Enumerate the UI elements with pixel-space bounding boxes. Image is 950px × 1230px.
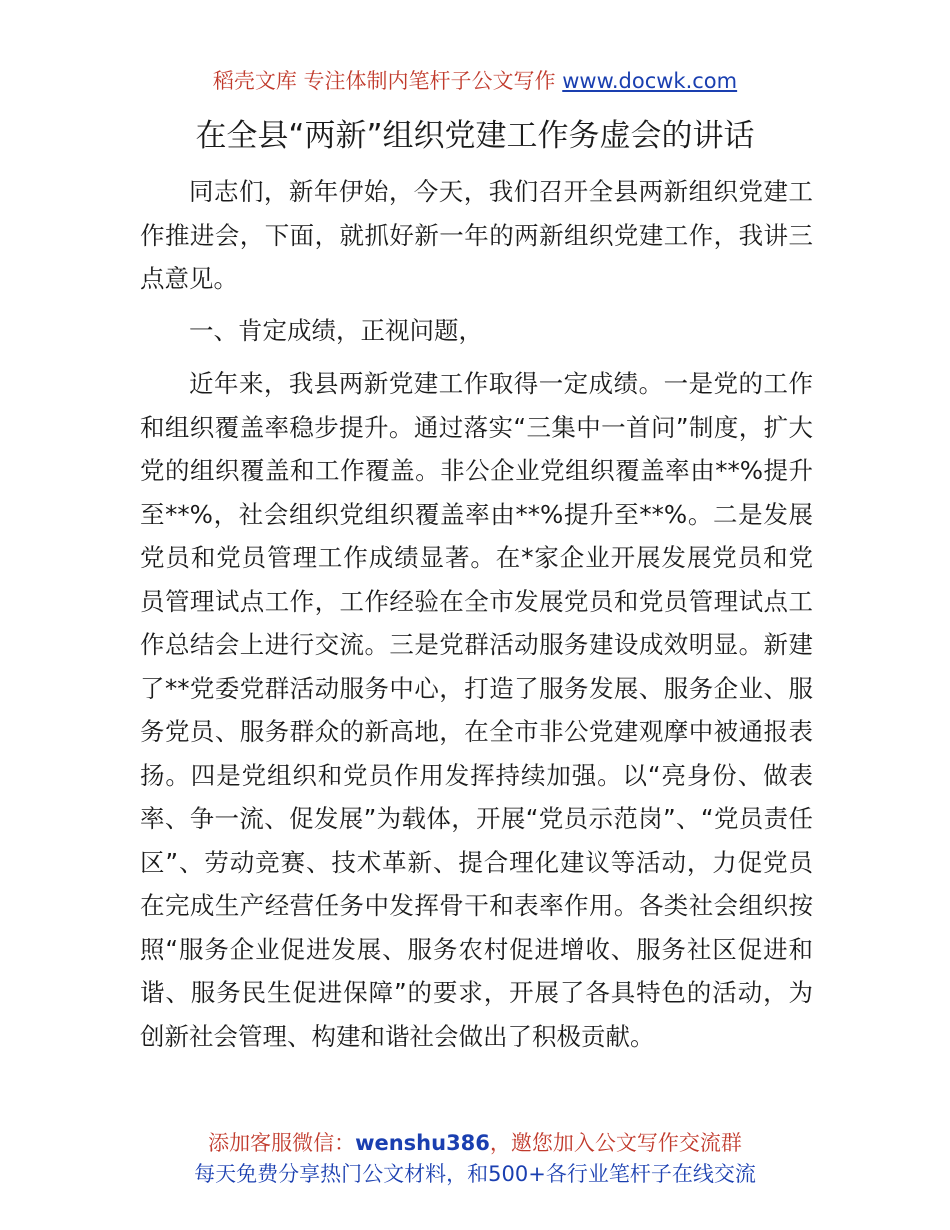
footer-wechat-id: wenshu386	[355, 1131, 490, 1155]
footer-suffix: ，邀您加入公文写作交流群	[489, 1131, 742, 1155]
footer-promo: 每天免费分享热门公文材料，和500+各行业笔杆子在线交流	[194, 1162, 756, 1186]
footer-prefix: 添加客服微信：	[208, 1131, 356, 1155]
header-banner	[0, 66, 950, 96]
paragraph-achievements: 近年来，我县两新党建工作取得一定成绩。一是党的工作和组织覆盖率稳步提升。通过落实“三集中一首问”制度，扩大党的组织覆盖和工作覆盖。非公企业党组织覆盖率由**%提升至**%，社会组织党组织覆盖率由**%提升至**%。二是发展党员和党员管理工作成绩显著。在*家企业开展发展党员和党员管理试点工作，工作经验在全市发展党员和党员管理试点工作总结会上进行交流。三是党群活动服务建设成效明显。新建了**党委党群活动服务中心，打造了服务发展、服务企业、服务党员、服务群众的新高地，在全市非公党建观摩中被通报表扬。四是党组织和党员作用发挥持续加强。以“亮身份、做表率、争一流、促发展”为载体，开展“党员示范岗”、“党员责任区”、劳动竞赛、技术革新、提合理化建议等活动，力促党员在完成生产经营任务中发挥骨干和表率作用。各类社会组织按照“服务企业促进发展、服务农村促进增收、服务社区促进和谐、服务民生促进保障”的要求，开展了各具特色的活动，为创新社会管理、构建和谐社会做出了积极贡献。	[140, 369, 813, 1051]
header-brand-text: 稻壳文库 专注体制内笔杆子公文写作	[212, 69, 556, 93]
paragraph-opening: 同志们，新年伊始，今天，我们召开全县两新组织党建工作推进会，下面，就抓好新一年的两新组织党建工作，我讲三点意见。	[140, 177, 813, 293]
section-heading-1: 一、肯定成绩，正视问题，	[189, 316, 483, 345]
footer-contact	[0, 1128, 950, 1158]
document-title: 在全县“两新”组织党建工作务虚会的讲话	[195, 118, 755, 154]
header-url-link[interactable]: www.docwk.com	[562, 69, 738, 93]
